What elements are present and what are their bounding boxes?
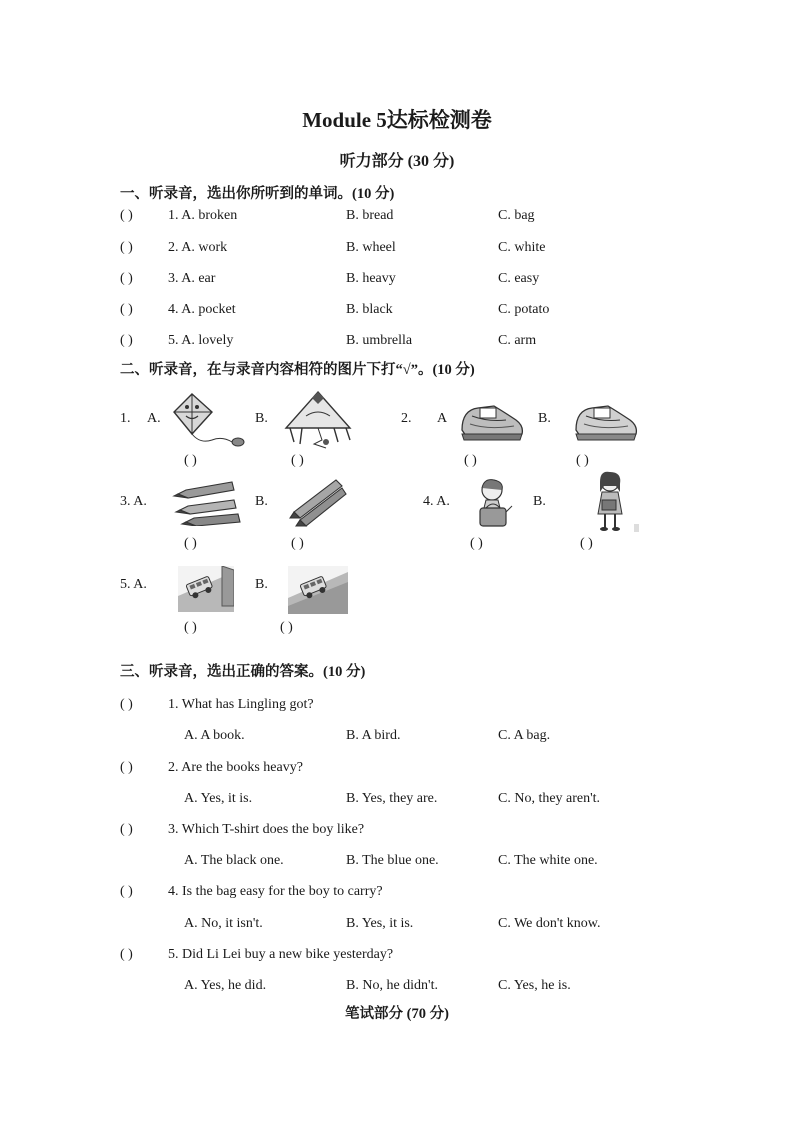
option-a: 3. A. ear [168, 271, 216, 286]
question-text: 5. Did Li Lei buy a new bike yesterday? [168, 947, 394, 962]
section3-heading: 三、听录音，选出正确的答案。(10 分) [120, 664, 366, 680]
answer-paren[interactable]: ( ) [580, 536, 593, 551]
answer-paren[interactable]: ( ) [291, 536, 304, 551]
question-number: 1. [120, 411, 131, 426]
option-c: C. bag [498, 208, 535, 223]
answer-paren[interactable]: ( ) [184, 620, 197, 635]
question-number: 5. A. [120, 577, 147, 592]
option-b: B. Yes, they are. [346, 791, 438, 806]
option-c: C. easy [498, 271, 540, 286]
option-b: B. No, he didn't. [346, 978, 438, 993]
question-number: 2. [401, 411, 412, 426]
question-text: 3. Which T-shirt does the boy like? [168, 822, 365, 837]
page-title: Module 5达标检测卷 [302, 108, 492, 132]
answer-paren[interactable]: ( ) [120, 697, 133, 712]
answer-paren[interactable]: ( ) [120, 240, 133, 255]
option-c: C. arm [498, 333, 537, 348]
answer-paren[interactable]: ( ) [184, 536, 197, 551]
section2-heading: 二、听录音，在与录音内容相符的图片下打“√”。(10 分) [120, 362, 475, 378]
option-label: B. [255, 411, 268, 426]
answer-paren[interactable]: ( ) [280, 620, 293, 635]
option-c: C. The white one. [498, 853, 598, 868]
answer-paren[interactable]: ( ) [470, 536, 483, 551]
kite-icon [282, 388, 358, 450]
pencils-icon [288, 478, 350, 530]
listening-heading: 听力部分 (30 分) [339, 153, 455, 170]
option-label: B. [255, 577, 268, 592]
bus-on-hill-icon [178, 566, 234, 612]
answer-paren[interactable]: ( ) [184, 453, 197, 468]
girl-with-bag-icon [470, 476, 516, 530]
option-a: A. A book. [184, 728, 245, 743]
question-text: 2. Are the books heavy? [168, 760, 303, 775]
answer-paren[interactable]: ( ) [120, 760, 133, 775]
bus-on-hill-icon [288, 566, 348, 614]
written-heading: 笔试部分 (70 分) [345, 1006, 449, 1022]
pencils-icon [172, 480, 244, 526]
option-b: B. black [346, 302, 393, 317]
answer-paren[interactable]: ( ) [120, 208, 133, 223]
answer-paren[interactable]: ( ) [120, 271, 133, 286]
question-text: 4. Is the bag easy for the boy to carry? [168, 884, 383, 899]
girl-icon [592, 470, 640, 534]
answer-paren[interactable]: ( ) [120, 884, 133, 899]
option-c: C. We don't know. [498, 916, 601, 931]
option-label: B. [533, 494, 546, 509]
option-b: B. The blue one. [346, 853, 439, 868]
option-a: A. The black one. [184, 853, 284, 868]
option-a: A. Yes, it is. [184, 791, 253, 806]
answer-paren[interactable]: ( ) [120, 947, 133, 962]
option-c: C. potato [498, 302, 550, 317]
sneaker-icon [458, 400, 526, 444]
question-text: 1. What has Lingling got? [168, 697, 314, 712]
option-c: C. Yes, he is. [498, 978, 571, 993]
option-c: C. No, they aren't. [498, 791, 601, 806]
question-number: 3. A. [120, 494, 147, 509]
option-a: 5. A. lovely [168, 333, 234, 348]
option-label: A [437, 411, 448, 426]
answer-paren[interactable]: ( ) [576, 453, 589, 468]
option-a: A. No, it isn't. [184, 916, 263, 931]
option-a: 4. A. pocket [168, 302, 236, 317]
option-b: B. bread [346, 208, 394, 223]
option-label: B. [538, 411, 551, 426]
option-b: B. wheel [346, 240, 396, 255]
kite-icon [170, 392, 250, 452]
option-b: B. A bird. [346, 728, 401, 743]
answer-paren[interactable]: ( ) [464, 453, 477, 468]
option-b: B. Yes, it is. [346, 916, 414, 931]
answer-paren[interactable]: ( ) [120, 302, 133, 317]
option-a: A. Yes, he did. [184, 978, 267, 993]
option-label: B. [255, 494, 268, 509]
option-a: 2. A. work [168, 240, 228, 255]
section1-heading: 一、听录音，选出你所听到的单词。(10 分) [120, 186, 395, 202]
answer-paren[interactable]: ( ) [120, 822, 133, 837]
question-number: 4. A. [423, 494, 450, 509]
option-b: B. heavy [346, 271, 396, 286]
sneaker-icon [572, 400, 640, 444]
answer-paren[interactable]: ( ) [120, 333, 133, 348]
option-c: C. A bag. [498, 728, 551, 743]
option-c: C. white [498, 240, 546, 255]
option-label: A. [147, 411, 161, 426]
answer-paren[interactable]: ( ) [291, 453, 304, 468]
option-a: 1. A. broken [168, 208, 238, 223]
option-b: B. umbrella [346, 333, 413, 348]
